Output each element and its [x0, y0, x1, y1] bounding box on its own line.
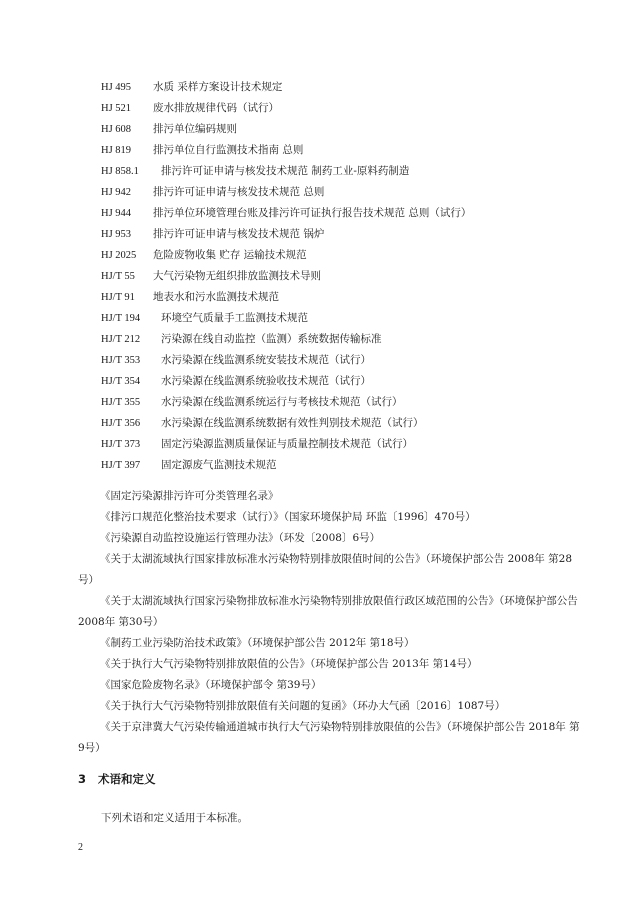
- standard-row: [101, 329, 601, 350]
- documents-list: [78, 486, 583, 759]
- standard-code: HJ/T 91: [101, 292, 135, 303]
- standard-title: 水污染源在线监测系统验收技术规范（试行）: [161, 375, 371, 387]
- document-entry: 《关于太湖流域执行国家污染物排放标准水污染物特别排放限值行政区域范围的公告》（环境保护部公告 2008年 第30号）: [78, 595, 578, 628]
- standard-code: HJ/T 355: [101, 397, 141, 408]
- body-paragraph: 下列术语和定义适用于本标准。: [101, 812, 248, 824]
- standard-title: 危险废物收集 贮存 运输技术规范: [153, 249, 307, 261]
- standard-code: HJ 521: [101, 103, 132, 114]
- standard-row: [101, 413, 601, 434]
- standard-row: [101, 350, 601, 371]
- standard-title: 水污染源在线监测系统运行与考核技术规范（试行）: [161, 396, 403, 408]
- standard-title: 水质 采样方案设计技术规定: [153, 81, 283, 93]
- document-entry: 《排污口规范化整治技术要求（试行）》（国家环境保护局 环监〔1996〕470号）: [100, 511, 476, 523]
- standard-row: [101, 224, 601, 245]
- standard-row: [101, 98, 601, 119]
- document-entry: 《关于京津冀大气污染传输通道城市执行大气污染物特别排放限值的公告》（环境保护部公告 2018年 第9号）: [78, 721, 580, 754]
- standard-code: HJ/T 212: [101, 334, 141, 345]
- section-heading: [78, 771, 156, 787]
- standard-row: [101, 119, 601, 140]
- standard-code: HJ/T 397: [101, 460, 141, 471]
- standard-row: [101, 287, 601, 308]
- standard-title: 大气污染物无组织排放监测技术导则: [153, 270, 321, 282]
- standard-row: [101, 392, 601, 413]
- standard-title: 环境空气质量手工监测技术规范: [161, 312, 308, 324]
- standard-row: [101, 140, 601, 161]
- document-entry: 《污染源自动监控设施运行管理办法》（环发〔2008〕6号）: [100, 532, 381, 544]
- document-entry: 《国家危险废物名录》（环境保护部令 第39号）: [100, 679, 322, 691]
- standard-title: 排污许可证申请与核发技术规范 总则: [153, 186, 325, 198]
- standard-title: 排污许可证申请与核发技术规范 锅炉: [153, 228, 325, 240]
- standard-row: [101, 266, 601, 287]
- standard-title: 排污许可证申请与核发技术规范 制药工业-原料药制造: [161, 165, 410, 177]
- standard-row: [101, 455, 601, 476]
- standard-title: 固定源废气监测技术规范: [161, 459, 277, 471]
- standard-code: HJ/T 194: [101, 313, 141, 324]
- standard-row: [101, 161, 601, 182]
- standard-title: 废水排放规律代码（试行）: [153, 102, 279, 114]
- document-entry: 《关于执行大气污染物特别排放限值的公告》（环境保护部公告 2013年 第14号）: [100, 658, 478, 670]
- standard-code: HJ 2025: [101, 250, 137, 261]
- document-entry: 《固定污染源排污许可分类管理名录》: [100, 490, 279, 502]
- standard-code: HJ 495: [101, 82, 132, 93]
- standard-row: [101, 371, 601, 392]
- standard-title: 排污单位编码规则: [153, 123, 237, 135]
- standard-code: HJ 608: [101, 124, 132, 135]
- standard-code: HJ 819: [101, 145, 132, 156]
- section-title: 术语和定义: [98, 772, 156, 786]
- standard-row: [101, 245, 601, 266]
- standard-row: [101, 308, 601, 329]
- standard-title: 排污单位环境管理台账及排污许可证执行报告技术规范 总则（试行）: [153, 207, 472, 219]
- standard-title: 水污染源在线监测系统安装技术规范（试行）: [161, 354, 371, 366]
- standard-title: 水污染源在线监测系统数据有效性判别技术规范（试行）: [161, 417, 424, 429]
- section-number: 3: [78, 772, 87, 786]
- standards-list: [101, 77, 601, 476]
- standard-code: HJ 953: [101, 229, 132, 240]
- document-entry: 《关于太湖流域执行国家排放标准水污染物特别排放限值时间的公告》（环境保护部公告 2008年 第28号）: [78, 553, 573, 586]
- standard-row: [101, 434, 601, 455]
- standard-code: HJ 858.1: [101, 166, 139, 177]
- standard-row: [101, 77, 601, 98]
- document-entry: 《关于执行大气污染物特别排放限值有关问题的复函》（环办大气函〔2016〕1087号）: [100, 700, 506, 712]
- standard-code: HJ/T 353: [101, 355, 141, 366]
- page-number: 2: [78, 842, 83, 853]
- standard-row: [101, 182, 601, 203]
- standard-code: HJ/T 55: [101, 271, 135, 282]
- standard-title: 地表水和污水监测技术规范: [153, 291, 279, 303]
- standard-title: 污染源在线自动监控（监测）系统数据传输标准: [161, 333, 382, 345]
- standard-title: 固定污染源监测质量保证与质量控制技术规范（试行）: [161, 438, 413, 450]
- standard-row: [101, 203, 601, 224]
- standard-code: HJ/T 356: [101, 418, 141, 429]
- standard-code: HJ 942: [101, 187, 132, 198]
- standard-code: HJ/T 354: [101, 376, 141, 387]
- standard-title: 排污单位自行监测技术指南 总则: [153, 144, 304, 156]
- document-entry: 《制药工业污染防治技术政策》（环境保护部公告 2012年 第18号）: [100, 637, 415, 649]
- standard-code: HJ/T 373: [101, 439, 141, 450]
- standard-code: HJ 944: [101, 208, 132, 219]
